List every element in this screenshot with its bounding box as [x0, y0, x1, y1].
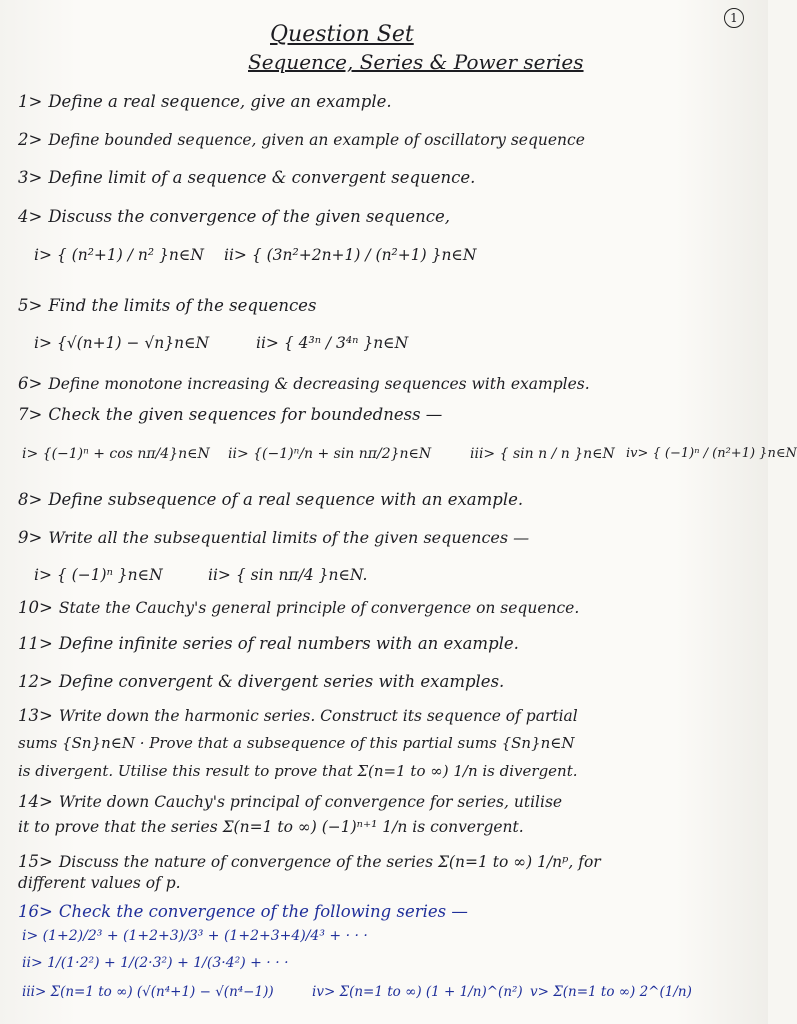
- question-number: 10>: [18, 598, 53, 617]
- question-text: Write down the harmonic series. Construct its sequence of partial: [58, 707, 578, 725]
- question-text: State the Cauchy's general principle of convergence on sequence.: [58, 599, 580, 617]
- question-5-part-i: i> {√(n+1) − √n}n∈N: [34, 334, 210, 352]
- question-10: [18, 598, 579, 617]
- question-number: 8>: [18, 490, 43, 509]
- question-number: 4>: [18, 207, 43, 226]
- question-3: [18, 168, 475, 187]
- question-text: Write all the subsequential limits of the given sequences —: [48, 528, 530, 547]
- question-7-part-ii: ii> {(−1)ⁿ/n + sin nπ/2}n∈N: [228, 446, 432, 462]
- question-1: [18, 92, 392, 111]
- question-16-part-v: v> Σ(n=1 to ∞) 2^(1/n): [530, 984, 692, 1000]
- question-16-part-iii: iii> Σ(n=1 to ∞) (√(n⁴+1) − √(n⁴−1)): [22, 984, 274, 1000]
- question-14-line-2: it to prove that the series Σ(n=1 to ∞) (−1)ⁿ⁺¹ 1/n is convergent.: [18, 818, 524, 836]
- question-number: 14>: [18, 792, 53, 811]
- question-text: Find the limits of the sequences: [48, 296, 317, 315]
- question-8: [18, 490, 523, 509]
- question-11: [18, 634, 519, 653]
- question-number: 15>: [18, 852, 53, 871]
- question-9-part-i: i> { (−1)ⁿ }n∈N: [34, 566, 163, 584]
- question-16-part-ii: ii> 1/(1·2²) + 1/(2·3²) + 1/(3·4²) + · · ·: [22, 955, 289, 971]
- question-number: 13>: [18, 706, 53, 725]
- page-number: 1: [724, 8, 744, 28]
- question-text: Check the given sequences for boundedness —: [48, 405, 443, 424]
- question-text: Define monotone increasing & decreasing sequences with examples.: [48, 375, 590, 393]
- question-text: Define convergent & divergent series with examples.: [58, 672, 505, 691]
- question-9-part-ii: ii> { sin nπ/4 }n∈N.: [208, 566, 368, 584]
- question-12: [18, 672, 504, 691]
- question-4-part-i: i> { (n²+1) / n² }n∈N: [34, 246, 204, 264]
- question-13: [18, 706, 578, 725]
- question-text: Discuss the nature of convergence of the series Σ(n=1 to ∞) 1/nᵖ, for: [58, 853, 601, 871]
- question-number: 5>: [18, 296, 43, 315]
- question-text: Discuss the convergence of the given sequence,: [48, 207, 451, 226]
- question-text: Define a real sequence, give an example.: [48, 92, 392, 111]
- question-7-part-i: i> {(−1)ⁿ + cos nπ/4}n∈N: [22, 446, 210, 462]
- question-16: [18, 902, 468, 921]
- question-4: [18, 207, 450, 226]
- question-7-part-iii: iii> { sin n / n }n∈N: [470, 446, 615, 462]
- question-16-part-iv: iv> Σ(n=1 to ∞) (1 + 1/n)^(n²): [312, 984, 523, 1000]
- question-13-line-2: sums {Sn}n∈N · Prove that a subsequence of this partial sums {Sn}n∈N: [18, 734, 575, 752]
- question-number: 9>: [18, 528, 43, 547]
- page-subtitle: Sequence, Series & Power series: [248, 50, 584, 74]
- question-number: 6>: [18, 374, 43, 393]
- question-number: 1>: [18, 92, 43, 111]
- question-number: 7>: [18, 405, 43, 424]
- question-13-line-3: is divergent. Utilise this result to prove that Σ(n=1 to ∞) 1/n is divergent.: [18, 762, 578, 780]
- question-15: [18, 852, 601, 871]
- question-14: [18, 792, 562, 811]
- page-title: Question Set: [270, 22, 414, 47]
- question-6: [18, 374, 590, 393]
- question-number: 3>: [18, 168, 43, 187]
- question-9: [18, 528, 529, 547]
- question-text: Define infinite series of real numbers with an example.: [58, 634, 519, 653]
- question-2: [18, 130, 585, 149]
- question-4-part-ii: ii> { (3n²+2n+1) / (n²+1) }n∈N: [224, 246, 477, 264]
- question-15-line-2: different values of p.: [18, 874, 181, 892]
- question-7-part-iv: iv> { (−1)ⁿ / (n²+1) }n∈N: [626, 446, 797, 461]
- question-text: Define subsequence of a real sequence with an example.: [48, 490, 524, 509]
- question-text: Define limit of a sequence & convergent sequence.: [48, 168, 476, 187]
- question-5-part-ii: ii> { 4³ⁿ / 3⁴ⁿ }n∈N: [256, 334, 409, 352]
- question-text: Check the convergence of the following series —: [58, 902, 468, 921]
- question-number: 11>: [18, 634, 53, 653]
- question-5: [18, 296, 316, 315]
- question-number: 16>: [18, 902, 53, 921]
- question-7: [18, 405, 442, 424]
- question-16-part-i: i> (1+2)/2³ + (1+2+3)/3³ + (1+2+3+4)/4³ + · · ·: [22, 928, 368, 944]
- question-number: 12>: [18, 672, 53, 691]
- question-text: Define bounded sequence, given an example of oscillatory sequence: [48, 131, 585, 149]
- question-number: 2>: [18, 130, 43, 149]
- question-text: Write down Cauchy's principal of convergence for series, utilise: [58, 793, 563, 811]
